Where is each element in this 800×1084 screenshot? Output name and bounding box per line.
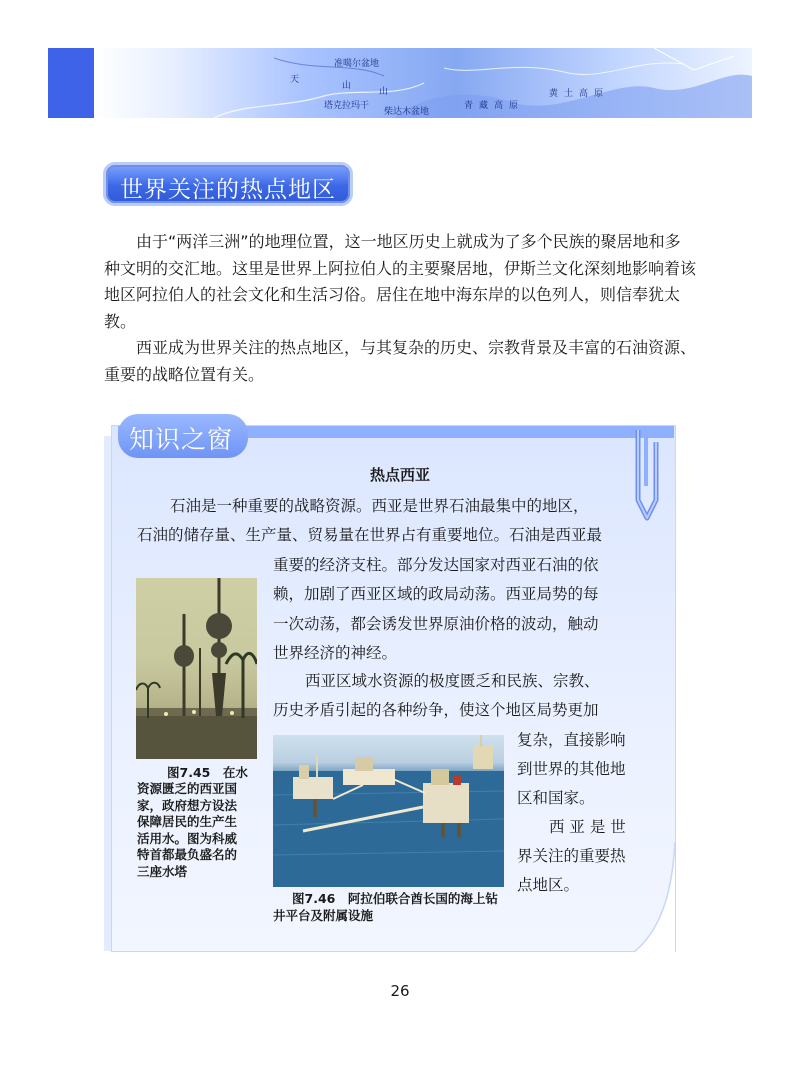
page-curl-icon (634, 842, 676, 952)
offshore-rig-illustration (273, 735, 504, 887)
map-label: 黄 (549, 89, 559, 99)
body-paragraph: 西亚成为世界关注的热点地区，与其复杂的历史、宗教背景及丰富的石油资源、重要的战略位置有关。 (104, 338, 697, 384)
kw-line: 点地区。 (517, 876, 580, 894)
offshore-rig-photo (273, 735, 504, 887)
kw-line: 石油是一种重要的战略资源。西亚是世界石油最集中的地区， (170, 497, 589, 515)
map-label: 山 (379, 87, 389, 97)
map-label: 天 (290, 75, 300, 85)
caption-line: 资源匮乏的西亚国 (137, 781, 238, 796)
page-number: 26 (390, 982, 410, 1000)
kw-line: 到世界的其他地 (517, 760, 626, 778)
map-label: 塔克拉玛干 (324, 101, 370, 111)
section-title-badge (103, 162, 353, 206)
kw-line: 历史矛盾引起的各种纷争，使这个地区局势更加 (273, 701, 599, 719)
header-map-banner (94, 48, 752, 118)
map-label: 山 (342, 81, 352, 91)
kuwait-towers-illustration (136, 578, 257, 759)
caption-line: 图7.45 在水 (167, 765, 248, 780)
knowledge-window-label: 知识之窗 (129, 425, 234, 454)
kw-line: 界关注的重要热 (517, 847, 626, 865)
figure-caption-746-body (273, 908, 373, 925)
kw-line: 世界经济的神经。 (273, 644, 398, 662)
map-label: 原 (509, 101, 519, 111)
knowledge-window-tab (118, 414, 248, 458)
caption-line: 特首都最负盛名的 (137, 847, 238, 862)
caption-line: 井平台及附属设施 (273, 908, 374, 923)
map-label: 柴达木盆地 (384, 107, 430, 117)
kw-line: 石油的储存量、生产量、贸易量在世界占有重要地位。石油是西亚最 (137, 526, 603, 544)
caption-line: 保障居民的生产生 (137, 814, 238, 829)
section-title: 世界关注的热点地区 (120, 177, 336, 203)
kw-line: 一次动荡，都会诱发世界原油价格的波动，触动 (273, 615, 599, 633)
figure-caption-745 (167, 765, 248, 782)
caption-line: 活用水。图为科威 (137, 830, 238, 846)
header-accent-square (48, 48, 94, 118)
map-label: 土 (564, 89, 574, 99)
caption-line: 图7.46 阿拉伯联合酋长国的海上钻 (292, 891, 498, 906)
knowledge-window-edge (104, 436, 112, 951)
map-label: 高 (579, 89, 589, 99)
figure-caption-745-body (137, 781, 237, 880)
kuwait-towers-photo (136, 578, 257, 759)
figure-caption-746 (292, 891, 498, 908)
map-label: 原 (594, 89, 604, 99)
kw-line: 复杂，直接影响 (517, 731, 626, 749)
map-label: 高 (494, 101, 504, 111)
knowledge-heading: 热点西亚 (369, 466, 430, 484)
kw-line: 西 亚 是 世 (549, 818, 626, 836)
map-label: 准噶尔盆地 (334, 59, 380, 69)
body-paragraph: 由于“两洋三洲”的地理位置，这一地区历史上就成为了多个民族的聚居地和多种文明的交汇地。这里是世界上阿拉伯人的主要聚居地，伊斯兰文化深刻地影响着该地区阿拉伯人的社会文化和生活习俗。居住在地中海东岸的以色列人，则信奉犹太教。 (104, 232, 697, 331)
caption-line: 家，政府想方设法 (137, 797, 238, 813)
kw-line: 赖，加剧了西亚区域的政局动荡。西亚局势的每 (273, 585, 599, 603)
map-label: 藏 (479, 101, 489, 111)
kw-line: 重要的经济支柱。部分发达国家对西亚石油的依 (273, 556, 599, 574)
kw-line: 西亚区域水资源的极度匮乏和民族、宗教、 (305, 672, 600, 690)
kw-line: 区和国家。 (517, 789, 595, 807)
caption-line: 三座水塔 (137, 863, 188, 879)
map-label: 青 (464, 101, 474, 111)
